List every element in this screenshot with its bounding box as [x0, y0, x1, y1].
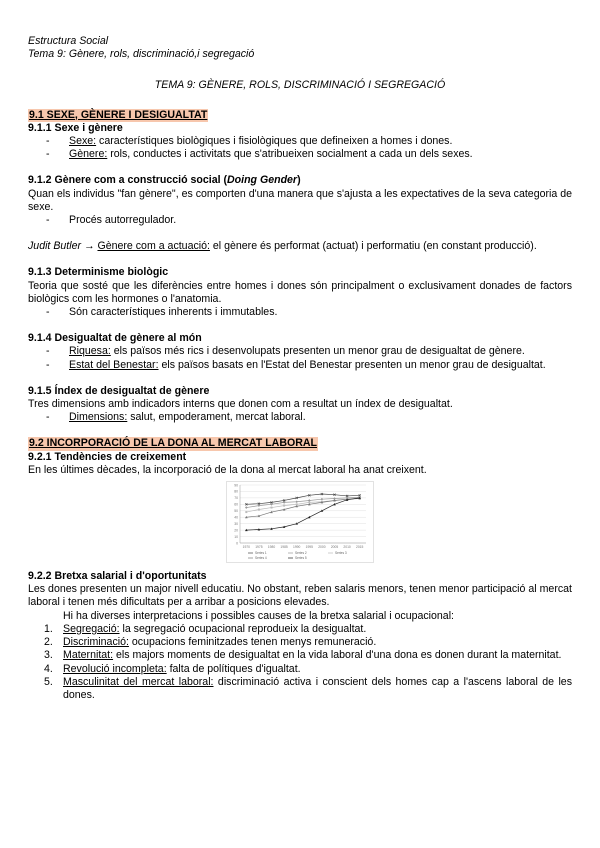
item-description: falta de polítiques d'igualtat. — [166, 662, 301, 675]
subsection-9-1-2-title: 9.1.2 Gènere com a construcció social (Doing Gender) — [28, 174, 301, 187]
y-tick-label: 60 — [234, 502, 238, 507]
term-dimensions: Dimensions: — [69, 411, 128, 424]
x-tick-label: 2010 — [343, 545, 351, 550]
x-tick-label: 1985 — [280, 545, 288, 550]
list-item: - Procés autorregulador. — [28, 214, 572, 227]
document-header — [28, 35, 572, 61]
y-tick-label: 80 — [234, 489, 238, 494]
header-course: Estructura Social — [28, 35, 109, 47]
document-title: TEMA 9: GÈNERE, ROLS, DISCRIMINACIÓ I SEGREGACIÓ — [154, 79, 446, 92]
numbered-item — [28, 649, 572, 662]
term-sexe: Sexe: — [69, 135, 97, 148]
data-point — [245, 511, 247, 513]
growth-chart-svg — [226, 481, 374, 563]
y-tick-label: 30 — [234, 522, 238, 527]
bullet-text: rols, conductes i activitats que s'atribueixen socialment a cada un dels sexes. — [107, 148, 473, 161]
bullet-text: els països més rics i desenvolupats presenten un menor grau de desigualtat de gènere. — [110, 345, 525, 358]
paragraph: En les últimes dècades, la incorporació de la dona al mercat laboral ha anat creixent. — [28, 463, 427, 476]
item-text — [63, 649, 572, 662]
y-tick-label: 40 — [234, 515, 238, 520]
term-genere-actuacio: Gènere com a actuació: — [97, 240, 210, 253]
legend-label: Series 4 — [255, 556, 267, 561]
y-tick-label: 20 — [234, 528, 238, 533]
y-tick-label: 10 — [234, 534, 238, 539]
term-genere: Gènere: — [69, 148, 108, 161]
item-number: 2. — [44, 636, 53, 649]
item-description: discriminació activa i conscient dels homes cap a l'ascens laboral de les dones. — [63, 675, 572, 701]
list-item: - Són característiques inherents i immutables. — [28, 306, 572, 319]
data-point — [271, 507, 273, 509]
subsection-9-2-2-title: 9.2.2 Bretxa salarial i d'oportunitats — [28, 570, 207, 583]
header-topic: Tema 9: Gènere, rols, discriminació,i segregació — [28, 48, 255, 61]
paragraph: Tres dimensions amb indicadors interns que donen com a resultat un índex de desigualtat. — [28, 398, 453, 411]
term-riquesa: Riquesa: — [69, 345, 111, 358]
item-description: els majors moments de desigualtat en la vida laboral d'una dona es donen durant la maternitat. — [113, 649, 562, 662]
subsection-9-1-3-title: 9.1.3 Determinisme biològic — [28, 266, 169, 279]
growth-chart — [226, 481, 374, 563]
x-tick-label: 1995 — [305, 545, 313, 550]
item-text — [63, 676, 572, 702]
list-item: - Riquesa: els països més rics i desenvolupats presenten un menor grau de desigualtat de gènere. — [46, 345, 525, 358]
paragraph: Les dones presenten un major nivell educatiu. No obstant, reben salaris menors, tenen menor participació al mercat laboral i tenen més dificultats per a arribar a posicions elevades. — [28, 583, 572, 609]
causes-list — [28, 623, 572, 702]
item-number: 4. — [44, 662, 53, 675]
legend-label: Series 1 — [255, 551, 267, 556]
item-text — [63, 623, 572, 636]
numbered-item — [28, 676, 572, 702]
numbered-item — [28, 623, 572, 636]
item-term: Discriminació: — [63, 636, 129, 649]
y-tick-label: 50 — [234, 509, 238, 514]
author-name: Judit Butler — [28, 240, 81, 253]
bullet-text: el gènere és performat (actuat) i performatiu (en constant producció). — [209, 240, 537, 253]
subsection-9-2-1-title: 9.2.1 Tendències de creixement — [28, 450, 187, 463]
item-term: Revolució incompleta: — [63, 662, 167, 675]
y-tick-label: 90 — [234, 483, 238, 488]
x-tick-label: 1980 — [267, 545, 276, 550]
item-term: Masculinitat del mercat laboral: — [63, 675, 214, 688]
subsection-9-1-5-title: 9.1.5 Índex de desigualtat de gènere — [28, 384, 210, 397]
section-9-2-title: 9.2 INCORPORACIÓ DE LA DONA AL MERCAT LABORAL — [29, 437, 317, 450]
bullet-text: els països basats en l'Estat del Benestar presenten un menor grau de desigualtat. — [158, 358, 546, 371]
bullet-text: característiques biològiques i fisiològiques que defineixen a homes i dones. — [96, 135, 453, 148]
item-text — [63, 663, 572, 676]
paragraph-intro: Hi ha diverses interpretacions i possibles causes de la bretxa salarial i ocupacional: — [63, 609, 454, 622]
data-point — [258, 509, 260, 511]
numbered-item — [28, 663, 572, 676]
list-item: - Gènere: rols, conductes i activitats que s'atribueixen socialment a cada un dels sexes. — [46, 148, 473, 161]
y-tick-label: 70 — [234, 496, 238, 501]
paragraph: Teoria que sosté que les diferències entre homes i dones són principalment o exclusivament donades de factors biològics com les hormones o l'anatomia. — [28, 279, 572, 305]
item-number: 5. — [44, 675, 53, 688]
list-item: - Dimensions: salut, empoderament, mercat laboral. — [46, 411, 306, 424]
item-term: Segregació: — [63, 622, 120, 635]
item-text — [63, 636, 572, 649]
numbered-item — [28, 636, 572, 649]
document-page — [28, 35, 572, 702]
y-tick-label: 0 — [236, 541, 238, 546]
data-point — [283, 505, 285, 507]
x-tick-label: 2015 — [356, 545, 364, 550]
subsection-9-1-4-title: 9.1.4 Desigualtat de gènere al món — [28, 332, 202, 345]
legend-label: Series 5 — [295, 556, 307, 561]
subsection-9-1-1-title: 9.1.1 Sexe i gènere — [28, 121, 123, 134]
item-description: ocupacions feminitzades tenen menys remuneració. — [128, 636, 377, 649]
x-tick-label: 2000 — [318, 545, 326, 550]
legend-label: Series 3 — [335, 551, 347, 556]
bullet-text: salut, empoderament, mercat laboral. — [127, 411, 306, 424]
item-number: 1. — [44, 622, 53, 635]
x-tick-label: 1975 — [255, 545, 263, 550]
paragraph: Quan els individus "fan gènere", es comporten d'una manera que s'ajusta a les expectatives de la seva categoria de sexe. — [28, 187, 572, 213]
item-term: Maternitat: — [63, 649, 114, 662]
list-item: - Estat del Benestar: els països basats en l'Estat del Benestar presenten un menor grau de desigualtat. — [46, 358, 546, 371]
arrow: → — [81, 240, 98, 253]
section-9-1-title: 9.1 SEXE, GÈNERE I DESIGUALTAT — [29, 108, 208, 121]
butler-line — [28, 240, 572, 253]
bullet-text: Són característiques inherents i immutables. — [69, 306, 278, 319]
x-tick-label: 1990 — [293, 545, 301, 550]
term-estat-benestar: Estat del Benestar: — [69, 358, 159, 371]
legend-label: Series 2 — [295, 551, 307, 556]
item-number: 3. — [44, 649, 53, 662]
item-description: la segregació ocupacional reprodueix la desigualtat. — [119, 622, 367, 635]
x-tick-label: 2005 — [330, 545, 339, 550]
bullet-text: Procés autorregulador. — [69, 214, 177, 227]
list-item: - Sexe: característiques biològiques i fisiològiques que defineixen a homes i dones. — [46, 135, 453, 148]
x-tick-label: 1970 — [242, 545, 250, 550]
